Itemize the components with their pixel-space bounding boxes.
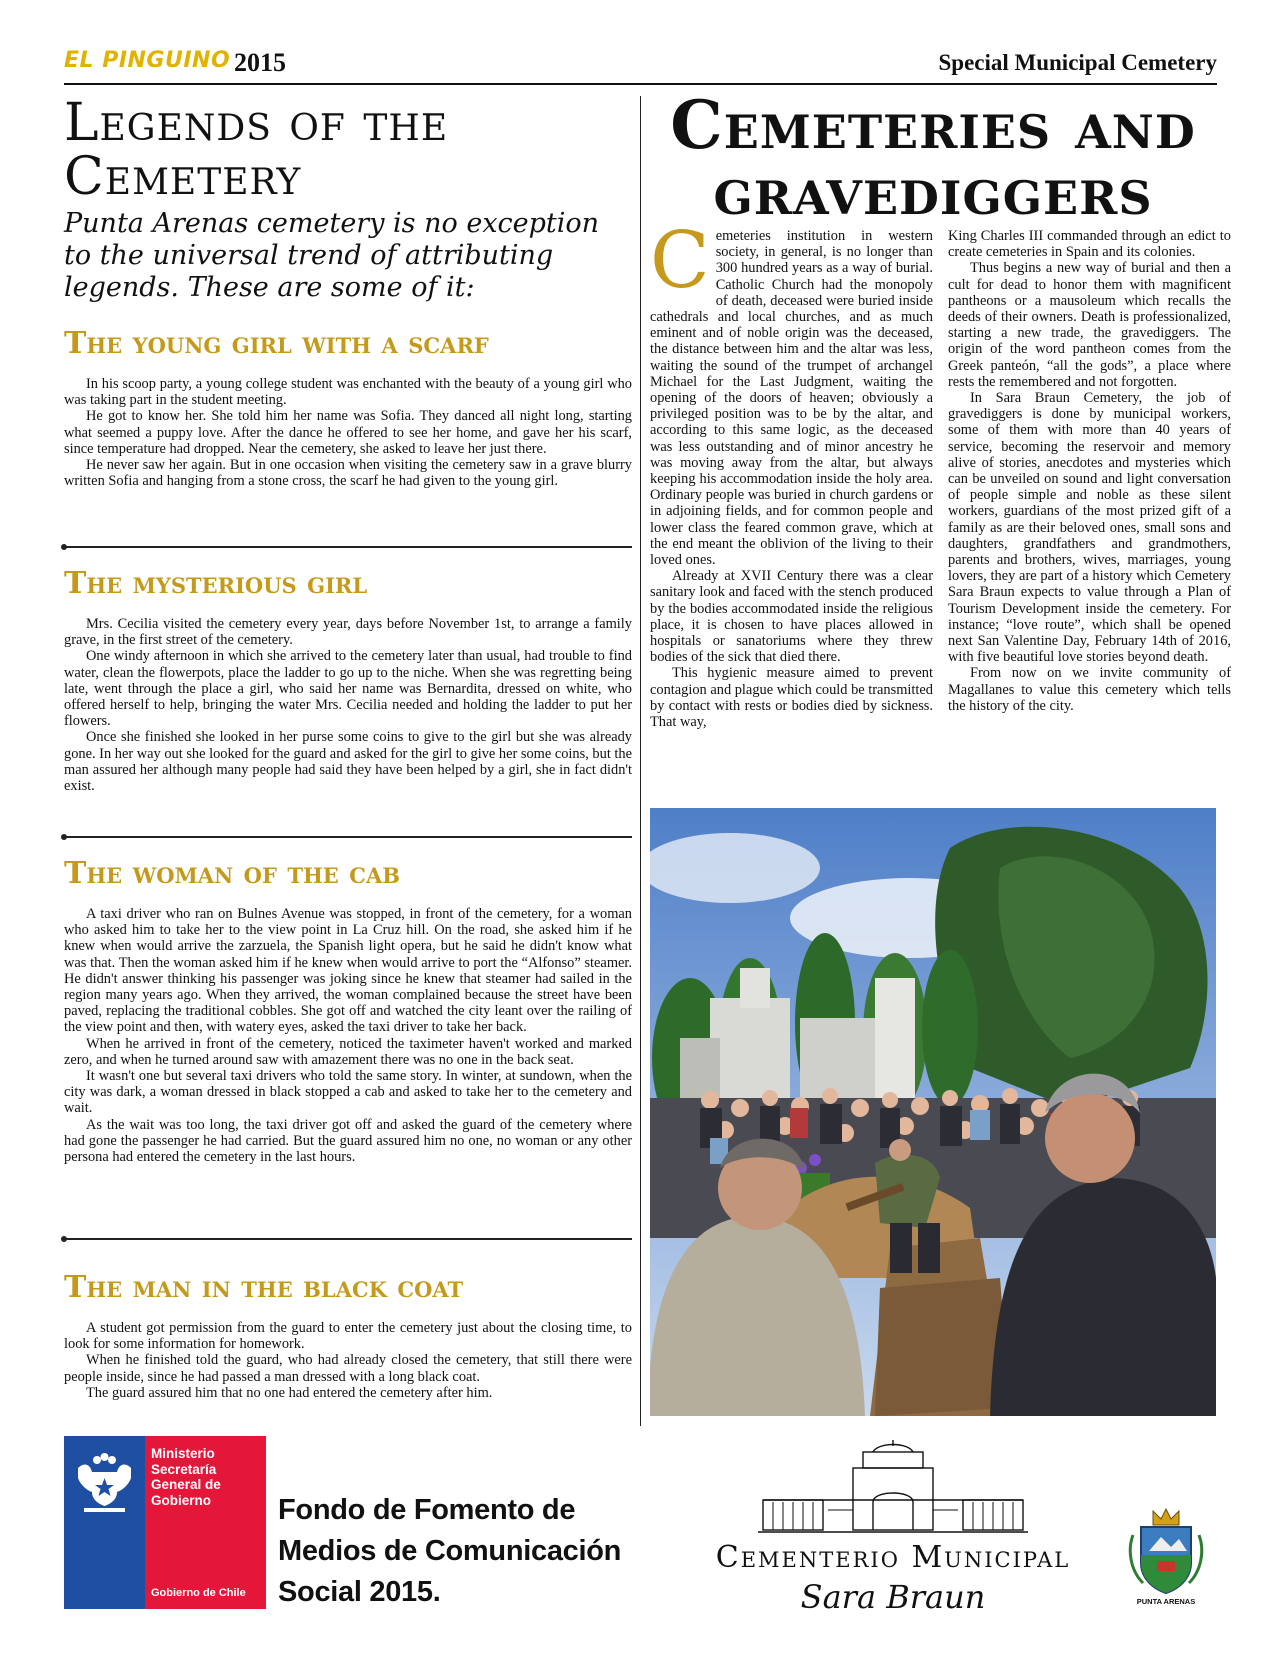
coat-of-arms-icon [64,1442,145,1522]
legends-title-line1: Legends of the [64,93,449,153]
fund-credit [278,1490,621,1613]
legend-title: The man in the black coat [64,1270,464,1305]
legends-title-line2: Cemetery [64,147,302,207]
legend-title: The woman of the cab [64,856,400,891]
legend-section [64,856,632,1165]
fund-credit-line: Fondo de Fomento de [278,1494,576,1526]
article-paragraph: Thus begins a new way of burial and then a cult for dead to honor them with magnificent pantheons or a mausoleum which recalls the deeds of their owners. Death is professionalized, starting a new trade, the gravediggers. The origin of the word pantheon comes from the Greek panteón, “all the gods”, a place where rests the remembered and not forgotten. [948,260,1231,390]
article-text: emeteries institution in western society, in general, is no longer than 300 hundred years as a way of burial. Catholic Church had the monopoly of death, deceased were buried inside cathedrals and local churches, and as much eminent and of noble origin was the deceased, the distance between him and the altar was less, waiting the sound of the trumpet of archangel Michael for the Last Judgment, waiting the opening of the doors of heaven; obviously a privileged position was to be by the altar, and according to this same logic, as the deceased was less outstanding and of minor ancestry he was moving away from the altar, but always keeping his accommodation inside the holy area. Ordinary people was buried in church gardens or in adjoining fields, and for common people and lower class the feared common grave, which at the end meant the oblivion of the living to their loved ones. [650,228,933,569]
ministry-line: Gobierno [151,1492,211,1508]
legend-paragraph: When he arrived in front of the cemetery, noticed the taximeter haven't worked and marked zero, and when he turned around saw with amazement there was no one in the back seat. [64,1035,632,1068]
legend-paragraph: A taxi driver who ran on Bulnes Avenue was stopped, in front of the cemetery, for a woman who asked him to take her to the view point in La Cruz hill. On the road, she asked him if he knew when would arrive the zarzuela, the Spanish light opera, but he said he didn't know what was that. Then the woman asked him if he knew when would arrive to port the “Alfonso” steamer. He didn't answer thinking his passenger was joking since he knew that steamer had sailed in the region many years ago. When they arrived, the woman complained because the street have been paved, replacing the traditional cobbles. She got off and watched the city leant over the railing of the view point and then, with watery eyes, asked the taxi driver to take her back. [64,906,632,1036]
section-title: Special Municipal Cemetery [938,50,1217,75]
legend-paragraph: The guard assured him that no one had entered the cemetery after him. [86,1384,493,1401]
edition-year: 2015 [234,48,286,77]
gobierno-de-chile: Gobierno de Chile [151,1587,246,1599]
fund-credit-line: Social 2015. [278,1576,441,1608]
ministry-line: Secretaría [151,1461,217,1477]
article-paragraph: King Charles III commanded through an edict to create cemeteries in Spain and its colonies. [948,228,1231,261]
gravediggers-title [648,86,1218,230]
punta-arenas-caption: PUNTA ARENAS [1136,1597,1196,1606]
legend-title: The young girl with a scarf [64,326,489,361]
cemetery-name: Cementerio Municipal [715,1540,1071,1575]
article-paragraph: In Sara Braun Cemetery, the job of gravediggers is done by municipal workers, some of them with more than 40 years of service, becoming the reservoir and memory alive of stories, anecdotes and mysteries which can be unveiled on sound and light conversation of people simple and noble as these silent workers, guardians of the most prized gift of a family as are their beloved ones, small sons and daughters, grandfathers and grandmothers, parents and brothers, wives, marriages, young lovers, they are part of a history which Cemetery Sara Braun expects to value through a Plan of Tourism Development inside the cemetery. For instance; “love route”, which shall be opened next San Valentine Day, February 14th of 2016, with five beautiful love stories beyond death. [948,390,1231,666]
gravediggers-title-line1: Cemeteries and [670,86,1196,164]
article-paragraph: From now on we invite community of Magallanes to value this cemetery which tells the history of the city. [948,665,1231,714]
column-divider [640,96,641,1426]
article-column-1 [650,216,933,731]
article-paragraph: This hygienic measure aimed to prevent contagion and plague which could be transmitted by contact with rests or bodies died by sickness. That way, [650,665,933,731]
government-logo [64,1436,266,1609]
legend-section [64,326,632,489]
legend-paragraph: Once she finished she looked in her purse some coins to give to the girl but she was already gone. In her way out she looked for the guard and asked for the girl to give her some coins, but the man assured her although many people had said they have been helped by a girl, she in fact didn't exist. [64,729,632,795]
city-shield-icon [1123,1505,1209,1595]
legend-title: The mysterious girl [64,566,368,601]
legend-paragraph: He got to know her. She told him her name was Sofia. They danced all night long, starting what seemed a puppy love. After the dance he offered to see her home, and gave her his scarf, since temperature had dropped. Near the cemetery, she asked to leave her just there. [64,408,632,457]
section-rule [64,1238,632,1240]
government-logo-blue-panel [64,1436,145,1609]
ministry-line: General de [151,1477,221,1492]
legend-paragraph: It wasn't one but several taxi drivers who told the same story. In winter, at sundown, when the city was dark, a woman dressed in black stopped a cab and asked to take her to the cemetery and wait. [64,1068,632,1117]
legend-section [64,566,632,794]
ministry-name [151,1446,221,1508]
newspaper-brand: EL PINGUINO [64,48,231,73]
legend-paragraph: A student got permission from the guard to enter the cemetery just about the closing time, to look for some information for homework. [64,1320,632,1353]
section-rule [64,836,632,838]
legend-paragraph: As the wait was too long, the taxi driver got off and asked the guard of the cemetery where had gone the passenger he had carried. But the guard assured him no one, no woman or any other persona had entered the cemetery in the last hours. [64,1116,632,1166]
legend-paragraph: In his scoop party, a young college student was enchanted with the beauty of a young girl who was taking part in the student meeting. [64,376,632,409]
legends-column [64,93,632,304]
cemetery-logo [688,1440,1098,1620]
legends-title [64,93,632,207]
legend-paragraph: Mrs. Cecilia visited the cemetery every year, days before November 1st, to arrange a family grave, in the first street of the cemetery. [64,616,632,649]
masthead [64,48,1217,78]
article-paragraph [650,216,933,569]
ministry-line: Ministerio [151,1446,215,1461]
legend-section [64,1270,632,1401]
cemetery-gate-icon [688,1440,1098,1536]
gravediggers-title-line2: gravediggers [713,152,1153,230]
drop-cap: C [650,216,710,306]
legend-paragraph: One windy afternoon in which she arrived to the cemetery later than usual, had trouble to find water, clean the flowerpots, place the ladder to go up to the niche. When she was regretting being late, went through the place a girl, who said her name was Bernardita, dressed on white, who offered herself to help, bringing the water Mrs. Cecilia needed and holding the ladder to put her flowers. [64,648,632,730]
legend-paragraph: When he finished told the guard, who had already closed the cemetery, that still there were people inside, since he had passed a man dressed with a long black coat. [64,1352,632,1385]
article-column-2 [948,228,1231,714]
article-paragraph: Already at XVII Century there was a clear sanitary look and faced with the stench produced by the bodies accommodated inside the religious place, it is chosen to have places allowed in hospitals or sanatoriums where they threw bodies of the sick that died there. [650,568,933,666]
section-rule [64,546,632,548]
cemetery-subname: Sara Braun [800,1578,986,1616]
burial-ceremony-photo [650,808,1216,1416]
fund-credit-line: Medios de Comunicación [278,1535,622,1567]
legend-paragraph: He never saw her again. But in one occasion when visiting the cemetery saw in a grave blurry written Sofia and hanging from a stone cross, the scarf he had given to the young girl. [64,457,632,490]
legends-lede: Punta Arenas cemetery is no exception to the universal trend of attributing legends. These are some of it: [64,208,600,303]
punta-arenas-logo [1123,1505,1209,1615]
header-rule [64,83,1217,85]
government-logo-red-panel [145,1436,266,1609]
